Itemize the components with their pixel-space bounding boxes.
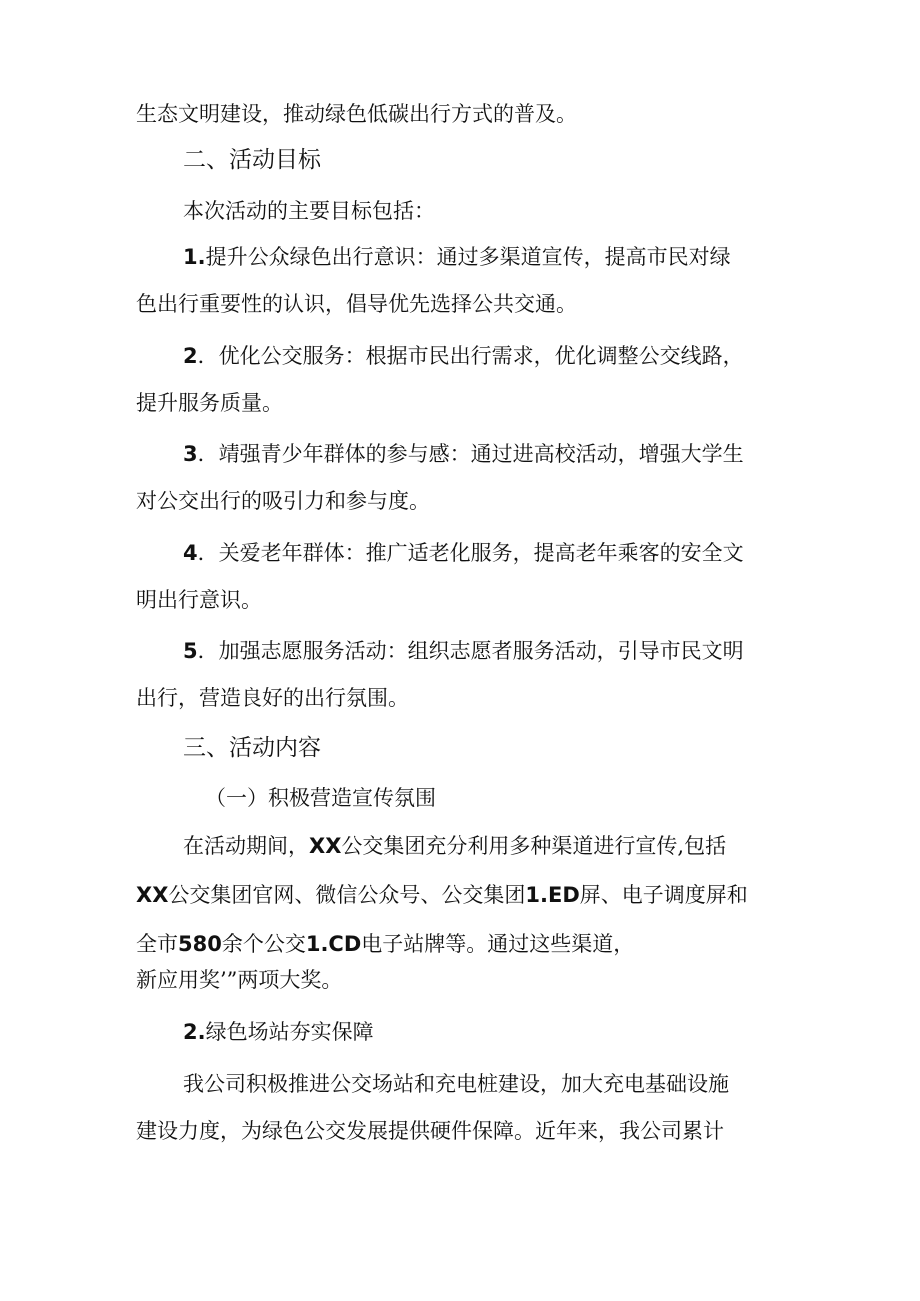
goal-item-2-line-1 (183, 342, 744, 370)
text-run-bold: 580 (178, 932, 222, 956)
goal-item-3-line-1 (183, 440, 744, 468)
subsection-2-title-text: 绿色场站夯实保障 (205, 1020, 374, 1044)
goal-item-3-text: ．靖强青少年群体的参与感：通过进高校活动，增强大学生 (197, 442, 744, 466)
goal-item-5-line-2: 出行，营造良好的出行氛围。 (136, 686, 409, 710)
subsection-2-title (183, 1018, 374, 1046)
text-run-bold: XX (309, 834, 342, 858)
section-2-lead: 本次活动的主要目标包括： (183, 199, 435, 223)
section-2-heading: 二、活动目标 (183, 147, 321, 173)
text-run: 余个公交 (221, 932, 306, 956)
goal-item-2-line-2: 提升服务质量。 (136, 391, 283, 415)
goal-item-1-line-2: 色出行重要性的认识，倡导优先选择公共交通。 (136, 292, 577, 316)
subsection-2-para-line-1: 我公司积极推进公交场站和充电桩建设，加大充电基础设施 (183, 1072, 729, 1096)
text-run-bold: 1.ED (525, 883, 580, 907)
goal-item-2-text: ．优化公交服务：根据市民出行需求，优化调整公交线路， (197, 344, 744, 368)
goal-item-5-line-1 (183, 637, 744, 665)
goal-item-1-number: 1. (183, 245, 206, 269)
goal-item-3-line-2: 对公交出行的吸引力和参与度。 (136, 489, 430, 513)
goal-item-3-number: 3 (183, 442, 198, 466)
subsection-2-number: 2. (183, 1020, 206, 1044)
text-run-bold: XX (136, 883, 169, 907)
text-run: 公交集团官网、微信公众号、公交集团 (168, 883, 526, 907)
section-3-heading: 三、活动内容 (183, 735, 321, 761)
subsection-1-para-line-3 (136, 930, 634, 958)
subsection-1-title: （一）积极营造宣传氛围 (205, 786, 436, 810)
text-run: 全市 (136, 932, 178, 956)
subsection-1-para-line-1 (183, 832, 726, 860)
goal-item-5-number: 5 (183, 639, 198, 663)
text-run: 公交集团充分利用多种渠道进行宣传,包括 (341, 834, 727, 858)
goal-item-2-number: 2 (183, 344, 198, 368)
goal-item-4-number: 4 (183, 541, 198, 565)
subsection-1-para-line-4: 新应用奖’”两项大奖。 (136, 968, 343, 992)
text-run-bold: 1.CD (305, 932, 362, 956)
goal-item-5-text: ．加强志愿服务活动：组织志愿者服务活动，引导市民文明 (197, 639, 744, 663)
subsection-2-para-line-2: 建设力度，为绿色公交发展提供硬件保障。近年来，我公司累计 (136, 1119, 724, 1143)
text-run: 屏、电子调度屏和 (579, 883, 748, 907)
text-run: 在活动期间， (183, 834, 309, 858)
subsection-1-para-line-2 (136, 881, 748, 909)
goal-item-4-line-1 (183, 539, 744, 567)
goal-item-1-text: 提升公众绿色出行意识：通过多渠道宣传，提高市民对绿 (205, 245, 731, 269)
intro-tail-line: 生态文明建设，推动绿色低碳出行方式的普及。 (136, 102, 577, 126)
goal-item-4-text: ．关爱老年群体：推广适老化服务，提高老年乘客的安全文 (197, 541, 744, 565)
goal-item-4-line-2: 明出行意识。 (136, 588, 262, 612)
goal-item-1-line-1 (183, 243, 731, 271)
text-run: 电子站牌等。通过这些渠道， (361, 932, 635, 956)
